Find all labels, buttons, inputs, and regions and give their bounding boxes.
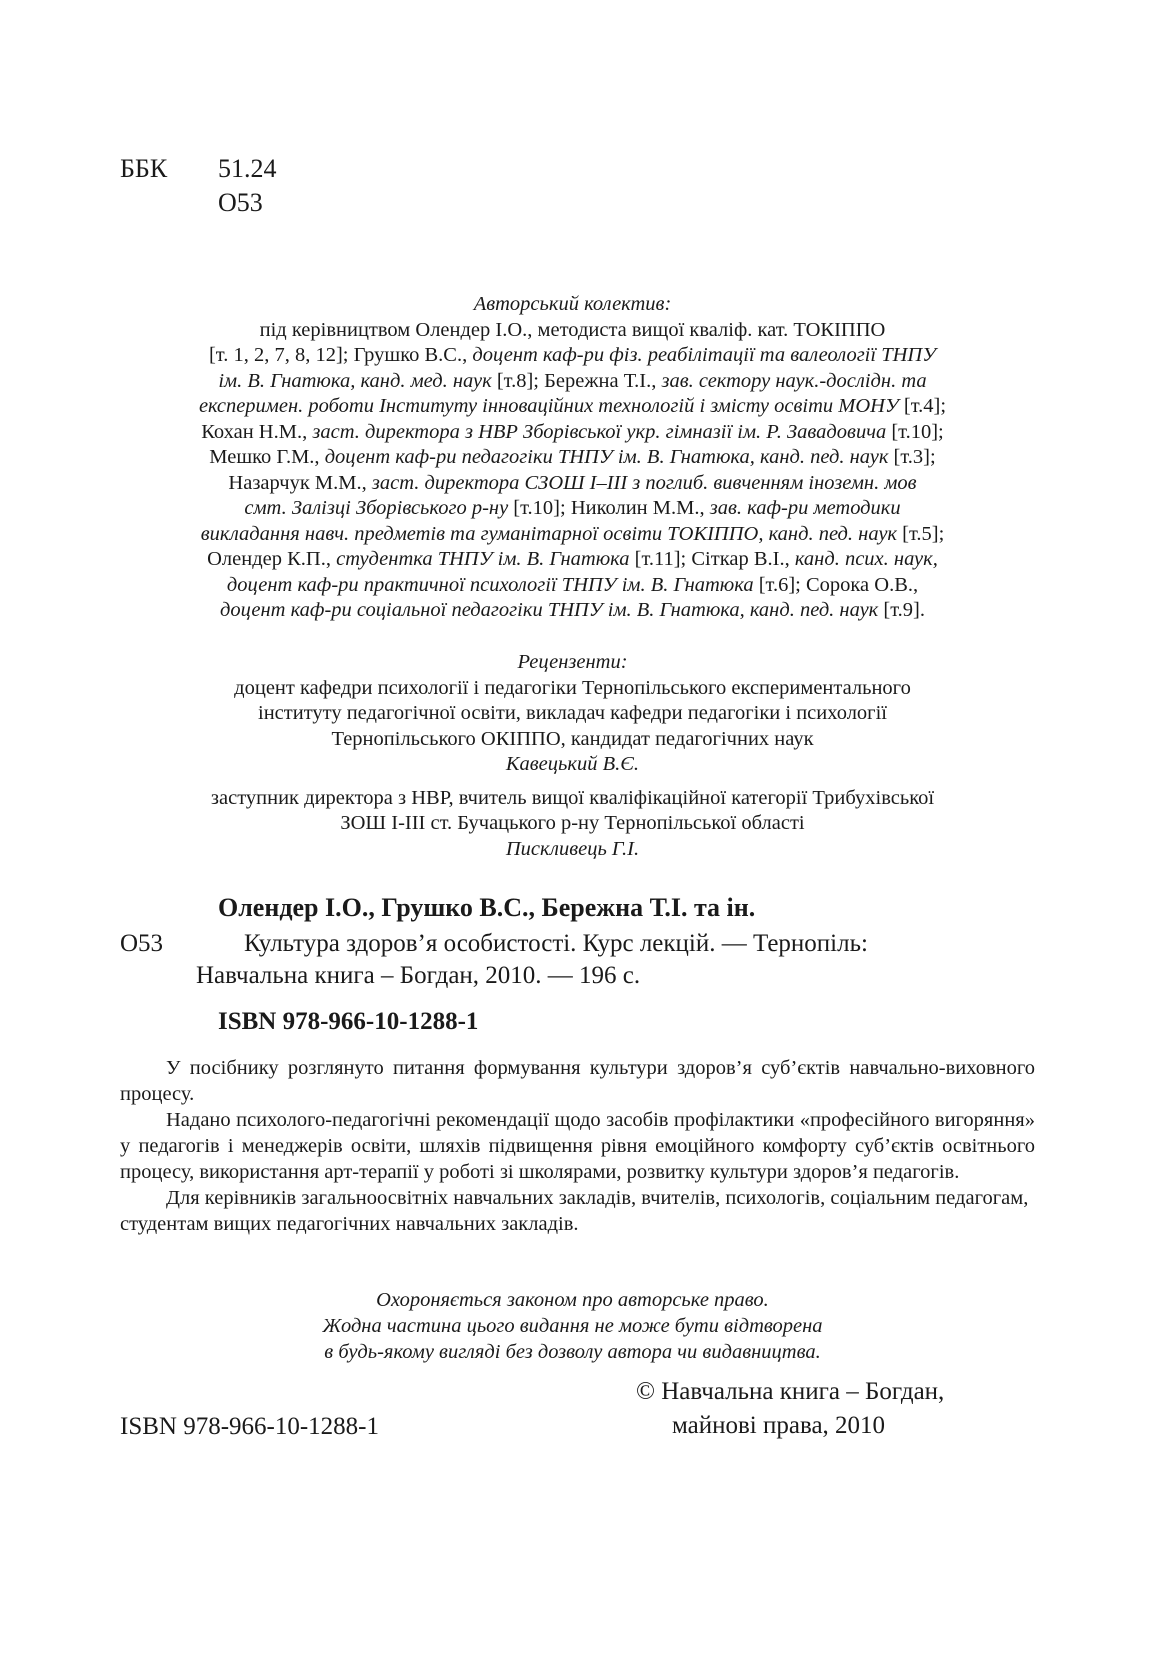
record-title-line2: Навчальна книга – Богдан, 2010. — 196 с. [196, 962, 641, 989]
author-line [110, 522, 1035, 548]
reviewer1-line: Тернопільського ОКІППО, кандидат педагогічних наук [331, 727, 814, 750]
author-segment: експеримен. роботи Інституту інноваційних технологій і змісту освіти МОНУ [198, 395, 904, 417]
author-segment: смт. Залізці Зборівського р-ну [244, 497, 514, 519]
author-line [110, 471, 1035, 497]
author-segment: зав. сектору наук.-дослідн. та [661, 369, 927, 392]
author-segment: [т.9]. [883, 599, 925, 621]
authors-list [110, 318, 1035, 624]
author-segment: Кохан Н.М., [201, 420, 313, 443]
record-isbn: ISBN 978-966-10-1288-1 [218, 1008, 479, 1035]
annotation-paragraph: Для керівників загальноосвітніх навчальних закладів, вчителів, психологів, соціальним педагогам, студентам вищих педагогічних навчальних закладів. [120, 1187, 1029, 1235]
author-segment: [т.3]; [893, 446, 936, 468]
author-line [110, 496, 1035, 522]
reviewers-heading: Рецензенти: [517, 651, 628, 673]
author-segment: доцент каф-ри соціальної педагогіки ТНПУ ім. В. Гнатюка, канд. пед. наук [220, 599, 884, 621]
author-segment: [т.10]; Николин М.М., [513, 497, 710, 519]
reviewer2-line: ЗОШ І-ІІІ ст. Бучацького р-ну Тернопільської області [340, 812, 805, 834]
copyright-notice [110, 1287, 1035, 1365]
author-line [110, 598, 1035, 624]
reviewer1-name: Кавецький В.Є. [505, 753, 640, 775]
author-segment: доцент каф-ри практичної психології ТНПУ ім. В. Гнатюка [226, 573, 759, 596]
notice-line: Охороняється законом про авторське право. [376, 1289, 769, 1311]
annotation-paragraph: Надано психолого-педагогічні рекомендації щодо засобів профілактики «професійного вигоряння» у педагогів і менеджерів освіти, шляхів підвищення рівня емоційного комфорту суб’єктів освітнього процесу, використання арт-терапії у роботі зі школярами, розвитку культури здоров’я педагогів. [120, 1109, 1035, 1183]
author-segment: [т.4]; [903, 395, 947, 417]
author-line [110, 547, 1035, 573]
author-segment: Олендер К.П., [207, 548, 337, 570]
authors-collective [110, 292, 1035, 624]
author-segment: студентка ТНПУ ім. В. Гнатюка [336, 548, 635, 570]
authors-heading: Авторський колектив: [473, 293, 672, 315]
bbk-label: ББК [120, 154, 168, 183]
annotation-paragraph: У посібнику розглянуто питання формування культури здоров’я суб’єктів навчально-виховного процесу. [120, 1057, 1035, 1105]
reviewer2-line: заступник директора з НВР, вчитель вищої кваліфікаційної категорії Трибухівської [210, 786, 935, 809]
reviewer1-line: доцент кафедри психології і педагогіки Тернопільського експериментального [234, 676, 911, 699]
author-segment: викладання навч. предметів та гуманітарної освіти ТОКІППО, канд. пед. наук [200, 522, 903, 545]
author-segment: Мешко Г.М., [209, 446, 325, 468]
author-segment: [т.8]; Бережна Т.І., [496, 369, 662, 392]
record-authors: Олендер І.О., Грушко В.С., Бережна Т.І. та ін. [218, 893, 756, 922]
author-segment: канд. псих. наук, [794, 548, 938, 570]
author-line [110, 318, 1035, 344]
author-mark-code: О53 [218, 188, 263, 217]
author-line [110, 573, 1035, 599]
author-line [110, 394, 1035, 420]
record-title-line1: Культура здоров’я особистості. Курс лекцій. — Тернопіль: [244, 930, 868, 957]
notice-line: Жодна частина цього видання не може бути відтворена [322, 1315, 823, 1337]
reviewer2-name: Пискливець Г.І. [505, 837, 640, 860]
author-segment: [т.5]; [902, 522, 945, 545]
author-segment: заст. директора СЗОШ I–III з поглиб. вивченням іноземн. мов [371, 471, 917, 494]
author-segment: [т.10]; [891, 420, 944, 443]
author-segment: під керівництвом Олендер І.О., методиста вищої кваліф. кат. ТОКІППО [259, 318, 886, 341]
notice-line: в будь-якому вигляді без дозволу автора чи видавництва. [324, 1341, 821, 1363]
annotation [120, 1055, 1035, 1237]
reviewers-block [110, 650, 1035, 862]
author-segment: зав. каф-ри методики [709, 497, 901, 519]
author-line [110, 343, 1035, 369]
reviewer1-line: інституту педагогічної освіти, викладач кафедри педагогіки і психології [258, 702, 887, 724]
copyright-line: майнові права, 2010 [672, 1412, 886, 1439]
author-segment: заст. директора з НВР Зборівської укр. гімназії ім. Р. Завадовича [312, 420, 892, 443]
author-segment: Назарчук М.М., [228, 471, 372, 494]
author-line [110, 445, 1035, 471]
author-line [110, 420, 1035, 446]
author-segment: доцент каф-ри фіз. реабілітації та валеології ТНПУ [472, 344, 937, 366]
copyright-line: © Навчальна книга – Богдан, [636, 1378, 945, 1405]
author-segment: [т.11]; Сіткар В.І., [634, 548, 795, 570]
author-segment: [т.6]; Сорока О.В., [758, 573, 919, 596]
footer-isbn: ISBN 978-966-10-1288-1 [120, 1413, 380, 1440]
author-line [110, 369, 1035, 395]
author-segment: [т. 1, 2, 7, 8, 12]; Грушко В.С., [208, 344, 473, 366]
author-segment: доцент каф-ри педагогіки ТНПУ ім. В. Гнатюка, канд. пед. наук [324, 446, 894, 468]
author-segment: ім. В. Гнатюка, канд. мед. наук [218, 369, 497, 392]
record-code: О53 [120, 930, 164, 957]
bbk-code: 51.24 [218, 154, 277, 183]
